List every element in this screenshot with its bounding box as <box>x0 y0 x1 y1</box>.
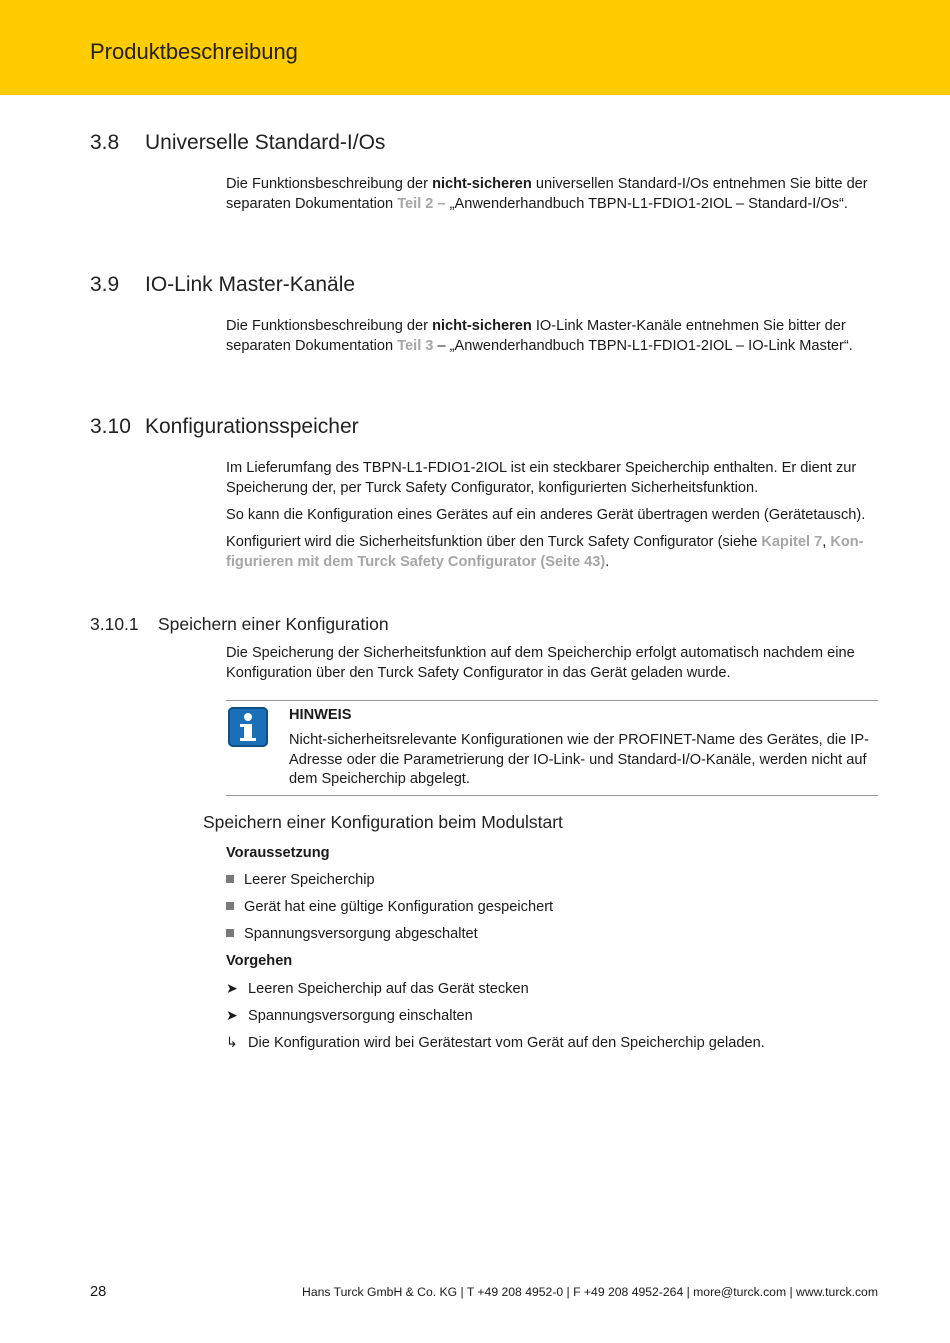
section-title: IO-Link Master-Kanäle <box>145 273 356 296</box>
list-item-text: Leeren Speicherchip auf das Gerät stecken <box>248 981 529 997</box>
square-bullet-icon <box>226 929 234 937</box>
chevron-right-icon: ➤ <box>226 980 238 996</box>
bold-text: nicht-sicheren <box>432 176 532 192</box>
step-item <box>226 1007 473 1024</box>
section-number: 3.9 <box>90 273 120 296</box>
steps-label: Vorgehen <box>226 953 293 969</box>
procedure-title: Speichern einer Konfiguration beim Modulstart <box>203 812 563 832</box>
notice-top-divider <box>226 700 878 701</box>
section-3-10-para-3 <box>226 533 886 572</box>
prerequisite-item <box>226 872 375 888</box>
section-title: Konfigurationsspeicher <box>145 415 359 438</box>
section-3-9-text <box>226 317 886 356</box>
list-item-text: Spannungsversorgung abgeschaltet <box>244 926 478 942</box>
page-number: 28 <box>90 1284 107 1300</box>
text-run: Konfiguriert wird die Sicherheitsfunktion über den Turck Safety Configurator (siehe <box>226 534 762 550</box>
prerequisite-label: Voraussetzung <box>226 845 330 861</box>
section-number: 3.10 <box>90 415 131 438</box>
footer-contact: Hans Turck GmbH & Co. KG | T +49 208 4952-0 | F +49 208 4952-264 | more@turck.com | www.turck.com <box>302 1285 878 1299</box>
section-heading-3-8 <box>90 131 385 155</box>
list-item-text: Die Konfiguration wird bei Gerätestart vom Gerät auf den Speicherchip geladen. <box>248 1035 765 1051</box>
subsection-heading <box>90 614 389 635</box>
header-title: Produktbeschreibung <box>90 39 298 64</box>
cross-reference-link[interactable]: Teil 2 – <box>397 195 446 212</box>
notice-text: Nicht-sicherheitsrelevante Konfigurationen wie der PROFINET-Name des Gerätes, die IP-Adresse oder die Parametrierung der IO-Link- und Standard-I/O-Kanäle, werden nicht auf dem Speicherchip abgelegt. <box>289 732 869 787</box>
section-heading-3-9 <box>90 273 355 297</box>
result-arrow-icon: ↳ <box>226 1034 238 1050</box>
list-item-text: Spannungsversorgung einschalten <box>248 1008 473 1024</box>
section-title: Universelle Standard-I/Os <box>145 131 386 154</box>
prerequisite-item <box>226 899 553 915</box>
section-number: 3.8 <box>90 131 120 154</box>
page-link[interactable]: Kon- figurieren mit dem Turck Safety Configurator (Seite 43) <box>226 534 864 570</box>
result-item <box>226 1034 765 1051</box>
notice-title: HINWEIS <box>289 707 352 723</box>
prerequisite-item <box>226 926 478 942</box>
text-run: IO-Link Master-Kanäle entnehmen Sie bitter der separaten Dokumentation <box>226 318 846 354</box>
section-3-8-text <box>226 175 886 214</box>
subsection-text: Die Speicherung der Sicherheitsfunktion auf dem Speicherchip erfolgt automatisch nachdem eine Konfiguration über den Turck Safety Configurator in das Gerät geladen wurde. <box>226 645 855 681</box>
text-run: . <box>605 553 610 570</box>
section-3-10-para-1: Im Lieferumfang des TBPN-L1-FDIO1-2IOL ist ein steckbarer Speicherchip enthalten. Er dient zur Speicherung der, per Turck Safety Configurator, konfigurierten Sicherheitsfunktion. <box>226 460 857 496</box>
text-run: „Anwenderhandbuch TBPN-L1-FDIO1-2IOL – Standard-I/Os“. <box>445 195 848 212</box>
square-bullet-icon <box>226 902 234 910</box>
notice-bottom-divider <box>226 795 878 796</box>
section-3-10-para-2: So kann die Konfiguration eines Gerätes auf ein anderes Gerät übertragen werden (Gerätetausch). <box>226 507 866 523</box>
info-icon <box>228 707 268 747</box>
text-run: universellen Standard-I/Os entnehmen Sie bitte der separaten Dokumentation <box>226 176 868 212</box>
text-run: – „Anwenderhandbuch TBPN-L1-FDIO1-2IOL – IO-Link Master“. <box>433 337 853 354</box>
text-run: Die Funktionsbeschreibung der <box>226 176 433 192</box>
list-item-text: Gerät hat eine gültige Konfiguration gespeichert <box>244 899 554 915</box>
text-run: Die Funktionsbeschreibung der <box>226 318 433 334</box>
chevron-right-icon: ➤ <box>226 1007 238 1023</box>
bold-text: nicht-sicheren <box>432 318 532 334</box>
subsection-title: Speichern einer Konfiguration <box>158 614 389 634</box>
list-item-text: Leerer Speicherchip <box>244 872 375 888</box>
text-run: , <box>822 534 831 550</box>
step-item <box>226 980 529 997</box>
section-heading-3-10 <box>90 415 359 439</box>
cross-reference-link[interactable]: Teil 3 <box>397 337 434 354</box>
chapter-link[interactable]: Kapitel 7 <box>761 534 823 550</box>
page-header <box>0 0 950 95</box>
square-bullet-icon <box>226 875 234 883</box>
subsection-number: 3.10.1 <box>90 614 139 634</box>
